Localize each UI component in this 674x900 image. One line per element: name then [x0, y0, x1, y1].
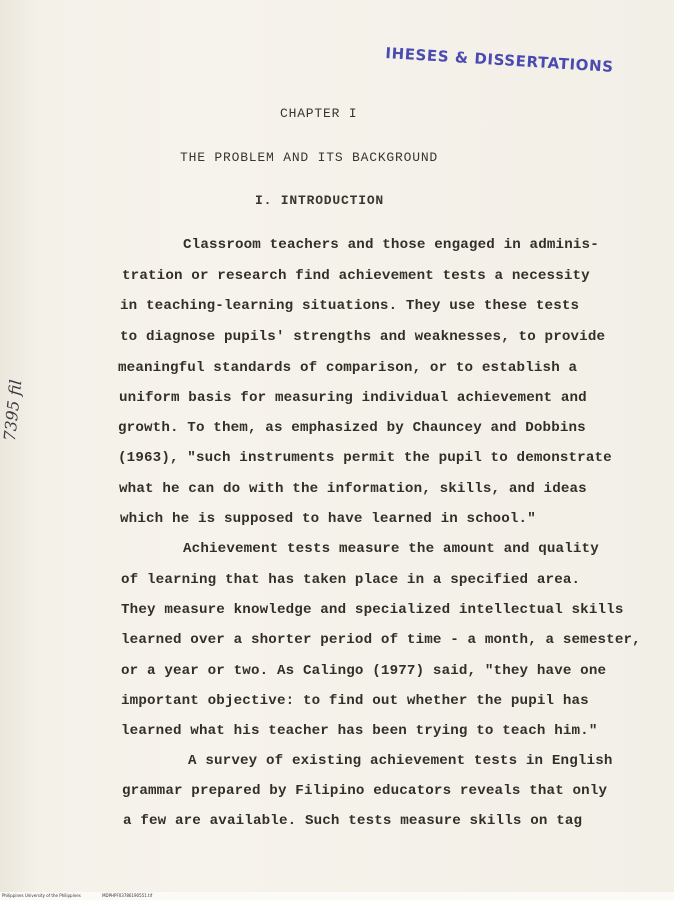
text-line: learned what his teacher has been trying to teach him.": [121, 723, 598, 739]
text-line: They measure knowledge and specialized intellectual skills: [121, 602, 624, 618]
scan-footer: [2, 893, 172, 898]
text-line: in teaching-learning situations. They use these tests: [120, 298, 580, 314]
text-line: Achievement tests measure the amount and quality: [183, 541, 599, 557]
chapter-title: THE PROBLEM AND ITS BACKGROUND: [180, 150, 439, 165]
text-line: A survey of existing achievement tests in English: [188, 753, 613, 769]
text-line: of learning that has taken place in a specified area.: [121, 572, 581, 588]
section-heading: I. INTRODUCTION: [255, 193, 385, 208]
text-line: growth. To them, as emphasized by Chauncey and Dobbins: [118, 420, 586, 436]
text-line: tration or research find achievement tests a necessity: [122, 268, 590, 284]
text-line: (1963), "such instruments permit the pupil to demonstrate: [118, 450, 612, 466]
text-line: what he can do with the information, skills, and ideas: [119, 481, 587, 497]
text-line: a few are available. Such tests measure skills on tag: [123, 813, 583, 829]
chapter-heading: CHAPTER I: [280, 106, 358, 121]
text-line: learned over a shorter period of time - a month, a semester,: [121, 632, 641, 648]
footer-source: Philippines University of the Philippines: [2, 893, 81, 898]
text-line: to diagnose pupils' strengths and weaknesses, to provide: [120, 329, 606, 345]
text-line: or a year or two. As Calingo (1977) said, "they have one: [121, 663, 607, 679]
text-line: Classroom teachers and those engaged in adminis-: [183, 237, 599, 253]
theses-dissertations-stamp: IHESES & DISSERTATIONS: [384, 44, 615, 76]
handwritten-call-number: 7395 fil: [0, 378, 26, 442]
footer-filename: MDPHPF03786190551.tif: [102, 893, 153, 898]
text-line: important objective: to find out whether the pupil has: [121, 693, 589, 709]
text-line: grammar prepared by Filipino educators reveals that only: [122, 783, 608, 799]
text-line: meaningful standards of comparison, or to establish a: [118, 360, 578, 376]
text-line: uniform basis for measuring individual achievement and: [119, 390, 587, 406]
text-line: which he is supposed to have learned in school.": [120, 511, 536, 527]
